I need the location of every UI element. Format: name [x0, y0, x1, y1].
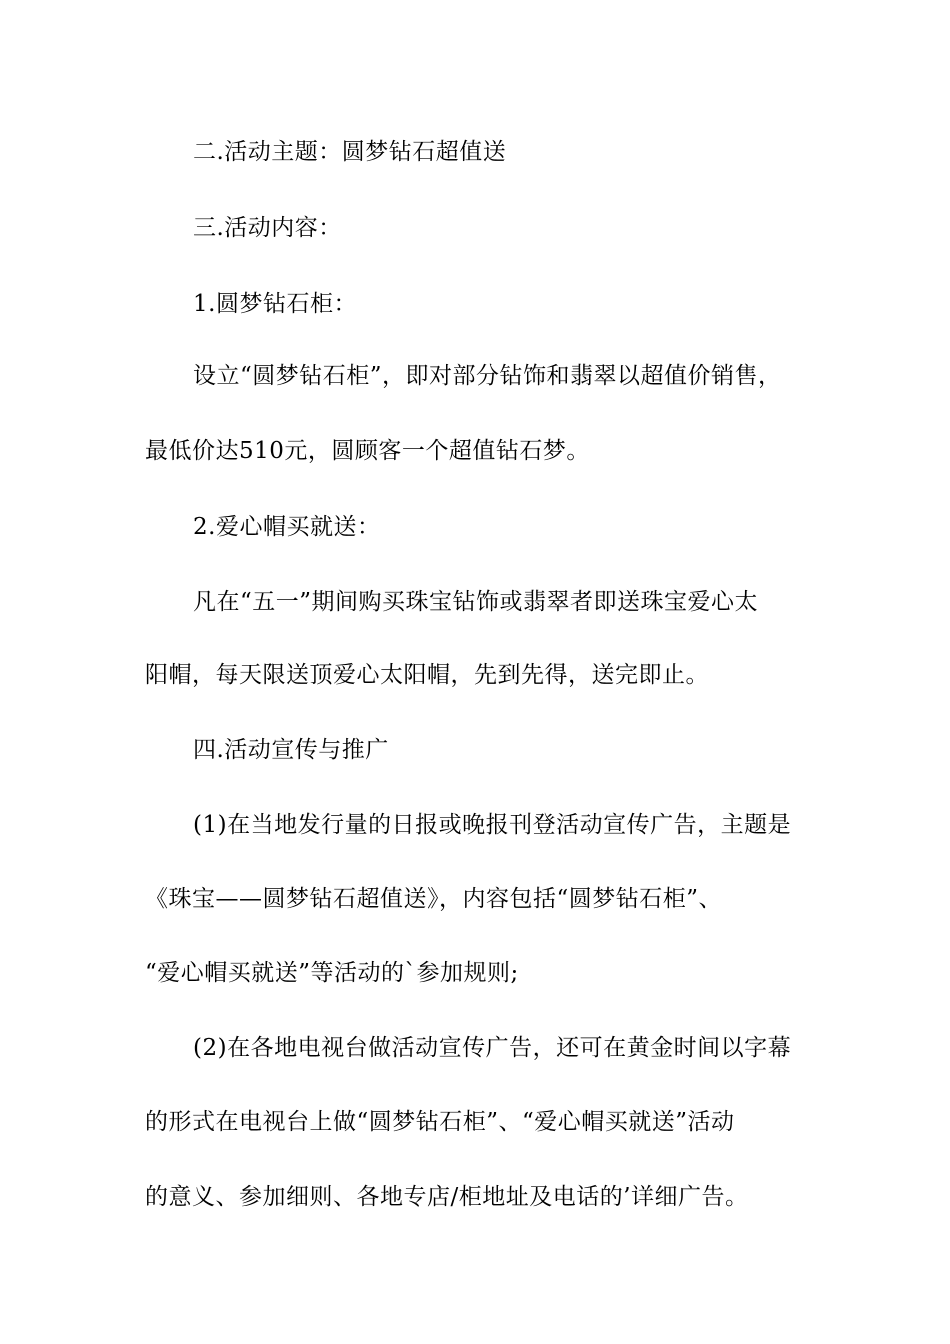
paragraph-line: (1)在当地发行量的日报或晚报刊登活动宣传广告，主题是 — [193, 812, 792, 838]
paragraph-line: 的形式在电视台上做“圆梦钻石柜”、“爱心帽买就送”活动 — [145, 1109, 735, 1135]
subheading-hat-gift: 2.爱心帽买就送： — [193, 514, 381, 540]
section-heading-content: 三.活动内容： — [193, 215, 342, 241]
paragraph-line: 的意义、参加细则、各地专店/柜地址及电话的’详细广告。 — [145, 1184, 749, 1210]
subheading-diamond-counter: 1.圆梦钻石柜： — [193, 291, 357, 317]
paragraph-line: 《珠宝——圆梦钻石超值送》，内容包括“圆梦钻石柜”、 — [145, 886, 723, 912]
paragraph-line: “爱心帽买就送”等活动的`参加规则; — [145, 960, 519, 986]
paragraph-line: 设立“圆梦钻石柜”，即对部分钻饰和翡翠以超值价销售， — [193, 363, 782, 389]
paragraph-line: 最低价达510元，圆顾客一个超值钻石梦。 — [145, 438, 590, 464]
section-heading-theme: 二.活动主题：圆梦钻石超值送 — [193, 139, 507, 165]
paragraph-line: 阳帽，每天限送顶爱心太阳帽，先到先得，送完即止。 — [145, 662, 709, 688]
paragraph-line: 凡在“五一”期间购买珠宝钻饰或翡翠者即送珠宝爱心太 — [193, 589, 759, 615]
paragraph-line: (2)在各地电视台做活动宣传广告，还可在黄金时间以字幕 — [193, 1035, 792, 1061]
section-heading-promotion: 四.活动宣传与推广 — [193, 737, 389, 763]
